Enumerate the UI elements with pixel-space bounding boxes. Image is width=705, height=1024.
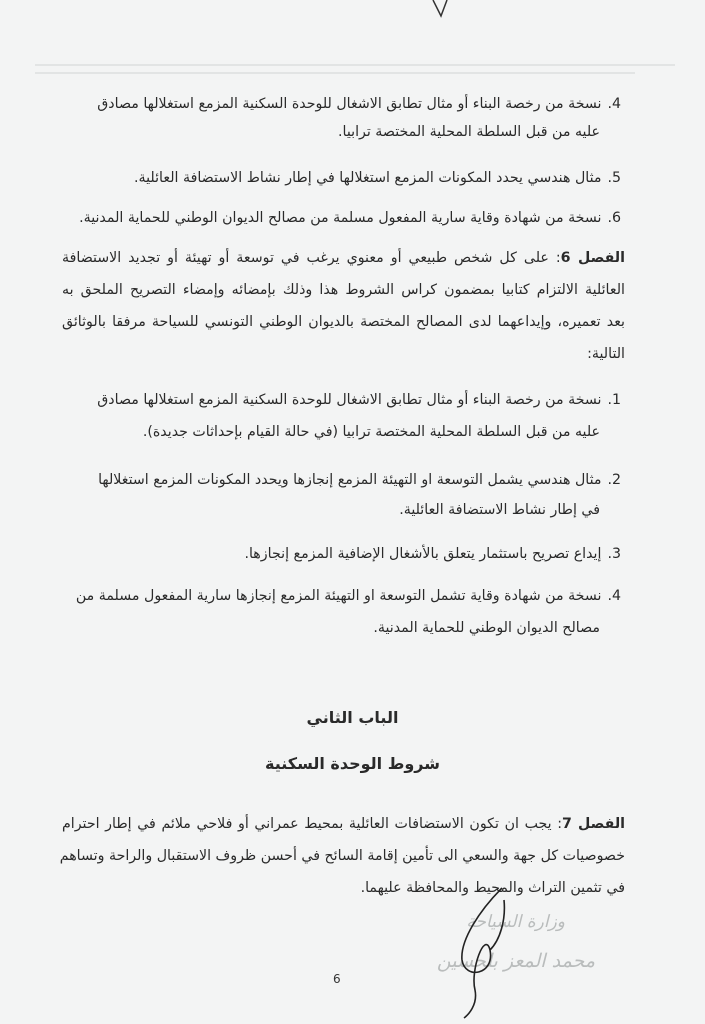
list-item: 2.مثال هندسي يشمل التوسعة او التهيئة المزمع إنجازها ويحدد المكونات المزمع استغلالها: [98, 472, 621, 488]
list-item: 4.نسخة من رخصة البناء أو مثال تطابق الاشغال للوحدة السكنية المزمع استغلالها مصادق: [97, 96, 621, 112]
list-item: 5.مثال هندسي يحدد المكونات المزمع استغلالها في إطار نشاط الاستضافة العائلية.: [133, 170, 621, 186]
list-item-continuation: في إطار نشاط الاستضافة العائلية.: [399, 502, 600, 518]
list-item-continuation: عليه من قبل السلطة المحلية المختصة ترابيا (في حالة القيام بإحداثات جديدة).: [142, 424, 600, 440]
article6-line: العائلية الالتزام كتابيا بمضمون كراس الشروط هذا وذلك بإمضائه وإمضاء التصريح الملحق به: [62, 282, 625, 298]
list-item: 4.نسخة من شهادة وقاية تشمل التوسعة او التهيئة المزمع إنجازها سارية المفعول مسلمة من: [75, 588, 621, 604]
list-item: 3.إيداع تصريح باستثمار يتعلق بالأشغال الإضافية المزمع إنجازها.: [244, 546, 621, 562]
chapter-title: الباب الثاني: [306, 708, 399, 727]
list-item-continuation: عليه من قبل السلطة المحلية المختصة ترابيا.: [338, 124, 600, 140]
article7-line: خصوصيات كل جهة والسعي الى تأمين إقامة السائح في أحسن ظروف الاستقبال والراحة وتساهم: [59, 848, 625, 864]
handwritten-signature: [440, 880, 520, 1020]
page-number: 6: [333, 972, 341, 986]
pen-mark: [425, 0, 455, 20]
chapter-subtitle: شروط الوحدة السكنية: [265, 754, 440, 773]
list-item-continuation: مصالح الديوان الوطني للحماية المدنية.: [373, 620, 600, 636]
article7-line: في تثمين التراث والمحيط والمحافظة عليهما.: [360, 880, 625, 896]
list-item: 1.نسخة من رخصة البناء أو مثال تطابق الاشغال للوحدة السكنية المزمع استغلالها مصادق: [97, 392, 621, 408]
list-item: 6.نسخة من شهادة وقاية سارية المفعول مسلمة من مصالح الديوان الوطني للحماية المدنية.: [79, 210, 621, 226]
article6-line: بعد تعميره، وإيداعهما لدى المصالح المختصة بالديوان الوطني التونسي للسياحة مرفقا بالوثائق: [62, 314, 625, 330]
article6-line: الفصل 6: على كل شخص طبيعي أو معنوي يرغب في توسعة أو تهيئة أو تجديد الاستضافة: [62, 250, 626, 266]
article7-line: الفصل 7: يجب ان تكون الاستضافات العائلية بمحيط عمراني أو فلاحي ملائم في إطار احترام: [62, 816, 626, 832]
article6-line: التالية:: [587, 346, 625, 362]
